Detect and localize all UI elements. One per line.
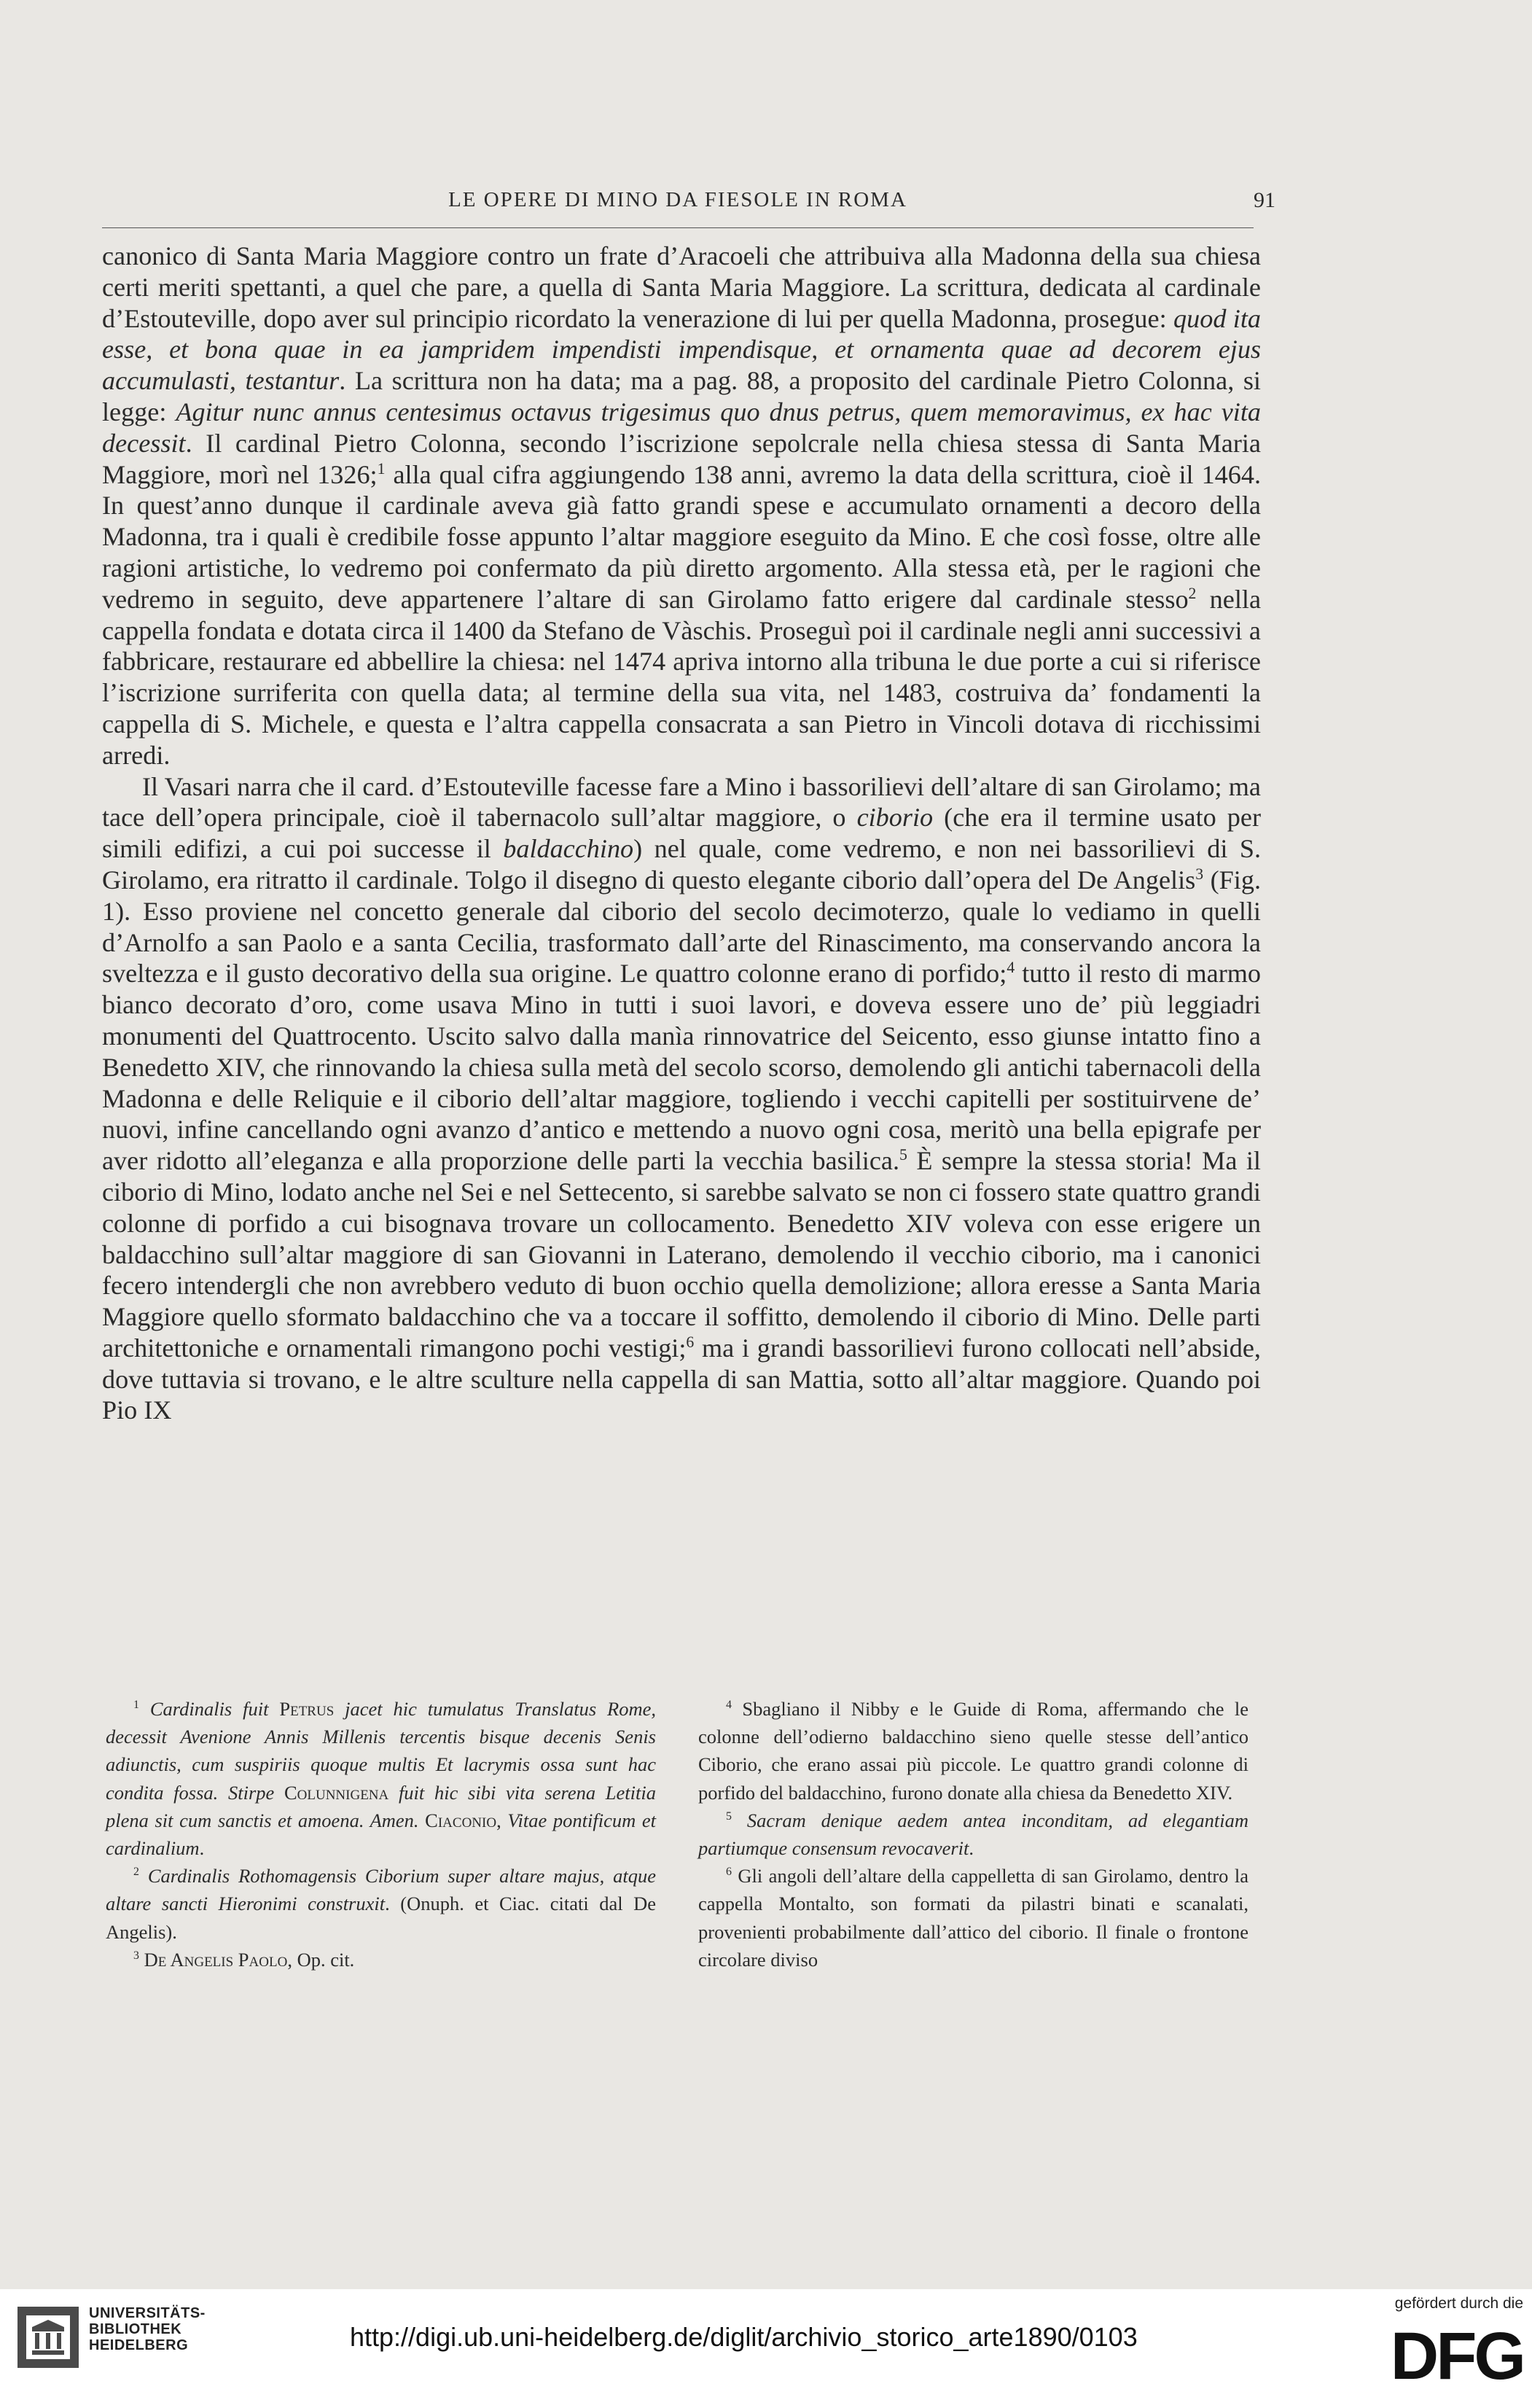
text-run: Cardinalis Rothomagensis Ciborium super altare majus, atque altare sancti Hieronimi construxit: [106, 1865, 656, 1915]
footnote: [698, 1862, 1248, 1973]
footnote-ref: 1: [377, 459, 386, 478]
text-run: Sbagliano il Nibby e le Guide di Roma, affermando che le colonne dell’odierno baldacchino sieno quelle stesse dell’antico Ciborio, che erano assai più piccole. Le quattro grandi colonne di porfido del baldacchino, furono donate alla chiesa da Benedetto XIV.: [698, 1698, 1248, 1804]
text-run: Vitae pontificum et cardinalium: [106, 1809, 656, 1860]
footnote-ref: 3: [133, 1949, 139, 1962]
header-rule: [102, 227, 1254, 228]
footnote-ref: 4: [1007, 959, 1015, 977]
digitization-footer: [0, 2289, 1532, 2408]
footnote: [698, 1807, 1248, 1862]
text-run: Il Vasari narra che il card. d’Estouteville facesse fare a Mino i bassorilievi dell’altare di san Girolamo; ma tace dell’opera principale, cioè il tabernacolo sull’altar maggiore, o: [102, 771, 1261, 833]
footnotes-left-column: [106, 1695, 656, 1973]
body-paragraph: [102, 241, 1261, 771]
text-run: Agitur nunc annus centesimus octavus trigesimus quo dnus petrus, quem memoravimus, ex hac vita decessit: [102, 397, 1261, 458]
text-run: .: [969, 1837, 974, 1860]
footnote-ref: 3: [1195, 865, 1204, 883]
running-title: LE OPERE DI MINO DA FIESOLE IN ROMA: [448, 188, 907, 211]
body-text: [102, 241, 1261, 1426]
text-run: Colunnigena: [284, 1781, 389, 1804]
footnote: [698, 1695, 1248, 1807]
text-run: fuit hic sibi vita serena Letitia plena sit cum sanctis et amoena. Amen.: [106, 1781, 656, 1831]
text-run: ciborio: [856, 803, 934, 833]
page-number: 91: [1254, 188, 1275, 212]
text-run: , Op. cit.: [287, 1948, 355, 1971]
text-run: ma i grandi bassorilievi furono collocati nell’abside, dove tuttavia si trovano, e le altre sculture nella cappella di san Mattia, sotto all’altar maggiore. Quando poi Pio IX: [102, 1333, 1261, 1425]
text-run: Ciaconio: [425, 1809, 497, 1831]
dfg-logo: DFG: [1390, 2319, 1523, 2393]
footnote-ref: 4: [726, 1699, 732, 1712]
funding-note: gefördert durch die: [1394, 2295, 1523, 2312]
text-run: Cardinalis fuit: [138, 1698, 280, 1720]
running-header: [102, 188, 1275, 217]
text-run: . (Onuph. et Ciac. citati dal De Angelis).: [106, 1893, 656, 1943]
text-run: [139, 1949, 144, 1971]
library-name: UNIVERSITÄTS- BIBLIOTHEK HEIDELBERG: [89, 2305, 206, 2353]
text-run: Sacram denique aedem antea inconditam, ad elegantiam partiumque consensum revocaverit: [698, 1809, 1248, 1860]
footnote-ref: 2: [133, 1866, 139, 1879]
footnote-ref: 6: [726, 1866, 732, 1879]
body-paragraph: [102, 771, 1261, 1427]
footnote-ref: 5: [726, 1809, 732, 1823]
text-run: baldacchino: [503, 834, 634, 864]
text-run: tutto il resto di marmo bianco decorato d’oro, come usava Mino in tutti i suoi lavori, e doveva essere uno de’ più leggiadri monumenti del Quattrocento. Uscito salvo dalla manìa rinnovatrice del Seicento, esso giunse intatto fino a Benedetto XIV, che rinnovando la chiesa sulla metà del secolo scorso, demolendo gli antichi tabernacoli della Madonna e delle Reliquie e il ciborio dell’altar maggiore, togliendo i vecchi capitelli per sostituirvene de’ nuovi, infine cancellando ogni avanzo d’antico e mettendo a nuovo ogni cosa, meritò una bella epigrafe per aver ridotto all’eleganza e alla proporzione delle parti la vecchia basilica.: [102, 959, 1261, 1176]
text-run: ) nel quale, come vedremo, e non nei bassorilievi di S. Girolamo, era ritratto il cardinale. Tolgo il disegno di questo elegante ciborio dall’opera del De Angelis: [102, 834, 1261, 895]
permalink-url[interactable]: http://digi.ub.uni-heidelberg.de/diglit/archivio_storico_arte1890/0103: [350, 2322, 1138, 2352]
footnote-ref: 6: [686, 1333, 695, 1351]
text-run: È sempre la stessa storia! Ma il ciborio di Mino, lodato anche nel Sei e nel Settecento, si sarebbe salvato se non ci fossero state quattro grandi colonne di porfido a cui bisognava trovare un collocamento. Benedetto XIV voleva con esse erigere un baldacchino sull’altar maggiore di san Giovanni in Laterano, demolendo il vecchio ciborio, ma i canonici fecero intendergli che non avrebbero veduto di buon occhio quella demolizione; allora eresse a Santa Maria Maggiore quello sformato baldacchino che va a toccare il soffitto, demolendo il ciborio di Mino. Delle parti architettoniche e ornamentali rimangono pochi vestigi;: [102, 1146, 1261, 1363]
footnotes-right-column: [698, 1695, 1248, 1973]
footnote-ref: 2: [1188, 584, 1197, 602]
footnote-ref: 5: [899, 1146, 907, 1164]
text-run: (Fig. 1). Esso proviene nel concetto generale dal ciborio del secolo decimoterzo, quale lo vediamo in quelli d’Arnolfo a san Paolo e a santa Cecilia, trasformato dall’arte del Rinascimento, ma conservando ancora la sveltezza e il gusto decorativo della sua origine. Le quattro colonne erano di porfido;: [102, 865, 1262, 989]
text-run: De Angelis Paolo: [144, 1948, 288, 1971]
footnote: [106, 1946, 656, 1973]
text-run: (che era il termine usato per simili edifizi, a cui poi successe il: [102, 803, 1262, 864]
text-run: alla qual cifra aggiungendo 138 anni, avremo la data della scrittura, cioè il 1464. In quest’anno dunque il cardinale aveva già fatto grandi spese e accumulato ornamenti a decoro della Madonna, tra i quali è credibile fosse appunto l’altar maggiore eseguito da Mino. E che così fosse, oltre alle ragioni artistiche, lo vedremo poi confermato da più diretto argomento. Alla stessa età, per le ragioni che vedremo in seguito, deve appartenere l’altare di san Girolamo fatto erigere dal cardinale stesso: [102, 459, 1262, 614]
university-seal-icon: [16, 2305, 80, 2373]
text-run: quod ita esse, et bona quae in ea jampridem impendisti impendisque, et ornamenta quae ad decorem ejus accumulasti, testantur: [102, 303, 1262, 396]
text-run: canonico di Santa Maria Maggiore contro un frate d’Aracoeli che attribuiva alla Madonna della sua chiesa certi meriti spettanti, a quel che pare, a quella di Santa Maria Maggiore. La scrittura, dedicata al cardinale d’Estouteville, dopo aver sul principio ricordato la venerazione di lui per quella Madonna, prosegue:: [102, 241, 1261, 333]
text-run: jacet hic tumulatus Translatus Rome, decessit Avenione Annis Millenis tercentis bisque decenis Senis adiunctis, cum suspiriis quoque multis Et lacrymis ossa sunt hac condita fossa. Stirpe: [106, 1698, 657, 1804]
text-run: nella cappella fondata e dotata circa il 1400 da Stefano de Vàschis. Proseguì poi il cardinale negli anni successivi a fabbricare, restaurare ed abbellire la chiesa: nel 1474 apriva intorno alla tribuna le due porte a cui si riferisce l’iscrizione surriferita con quella data; al termine della sua vita, nel 1483, costruiva da’ fondamenti la cappella di S. Michele, e questa e l’altra cappella consacrata a san Pietro in Vincoli dotava di ricchissimi arredi.: [102, 584, 1262, 770]
text-run: . Il cardinal Pietro Colonna, secondo l’iscrizione sepolcrale nella chiesa stessa di Santa Maria Maggiore, morì nel 1326;: [102, 428, 1261, 489]
text-run: . La scrittura non ha data; ma a pag. 88, a proposito del cardinale Pietro Colonna, si legge:: [102, 366, 1261, 426]
footnote: [106, 1862, 656, 1946]
footnote: [106, 1695, 656, 1862]
text-run: Gli angoli dell’altare della cappelletta di san Girolamo, dentro la cappella Montalto, son formati da pilastri binati e scanalati, provenienti probabilmente dall’attico del ciborio. Il finale o frontone circolare diviso: [698, 1865, 1248, 1971]
text-run: Petrus: [279, 1698, 335, 1720]
text-run: ,: [496, 1809, 508, 1831]
text-run: .: [199, 1837, 205, 1860]
footnote-ref: 1: [133, 1699, 139, 1712]
